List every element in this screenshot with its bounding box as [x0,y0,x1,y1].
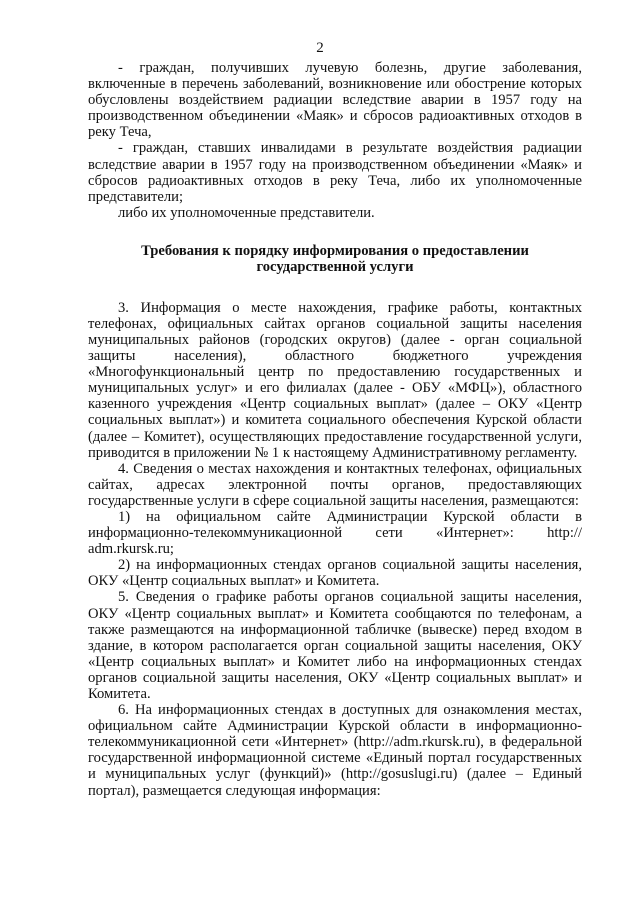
document-body [88,60,582,799]
paragraph-5: 5. Сведения о графике работы органов социальной защиты населения, ОКУ «Центр социальных выплат» и Комитета сообщаются по телефонам, а также размещаются на информационной табличке (вывеске) перед входом в здание, в котором располагается орган социальной защиты населения, ОКУ «Центр социальных выплат» и Комитет либо на информационных стендах органов социальной защиты населения, ОКУ «Центр социальных выплат» и Комитета. [88,589,582,702]
section-heading [88,243,582,276]
list-item-1: 1) на официальном сайте Администрации Курской области в информационно-телекоммуникационной сети «Интернет»: http:// adm.rkursk.ru; [88,508,582,558]
list-item-2: 2) на информационных стендах органов социальной защиты населения, ОКУ «Центр социальных выплат» и Комитета. [88,557,582,590]
paragraph-3: 3. Информация о месте нахождения, графике работы, контактных телефонах, официальных сайтах органов социальной защиты населения муниципальных районов (городских округов) (далее - орган социальной защиты населения), областного бюджетного учреждения «Многофункциональный центр по предоставлению государственных и муниципальных услуг» и его филиалах (далее - ОБУ «МФЦ»), областного казенного учреждения «Центр социальных выплат» (далее – ОКУ «Центр социальных выплат») и комитета социального обеспечения Курской области (далее – Комитет), осуществляющих предоставление государственной услуги, приводится в приложении № 1 к настоящему Административному регламенту. [88,299,582,461]
page-number: 2 [316,40,324,56]
paragraph-4: 4. Сведения о местах нахождения и контактных телефонах, официальных сайтах, адресах электронной почты органов, предоставляющих государственные услуги в сфере социальной защиты населения, размещаются: [88,460,582,509]
section-heading-line-2: государственной услуги [256,259,414,276]
section-heading-line-1: Требования к порядку информирования о предоставлении [141,242,529,259]
paragraph-6: 6. На информационных стендах в доступных для ознакомления местах, официальном сайте Администрации Курской области в информационно-телекоммуникационной сети «Интернет» (http://adm.rkursk.ru), в федеральной государственной информационной системе «Единый портал государственных и муниципальных услуг (функций)» (http://gosuslugi.ru) (далее – Единый портал), размещается следующая информация: [88,702,582,799]
intro-paragraph-3: либо их уполномоченные представители. [118,204,375,221]
intro-paragraph-1: - граждан, получивших лучевую болезнь, другие заболевания, включенные в перечень заболеваний, возникновение или обострение которых обусловлены воздействием радиации вследствие аварии в 1957 году на производственном объединении «Маяк» и сбросов радиоактивных отходов в реку Теча, [88,60,582,141]
intro-paragraph-2: - граждан, ставших инвалидами в результате воздействия радиации вследствие аварии в 1957 году на производственном объединении «Маяк» и сбросов радиоактивных отходов в реку Теча, либо их уполномоченные представители; [88,140,582,205]
